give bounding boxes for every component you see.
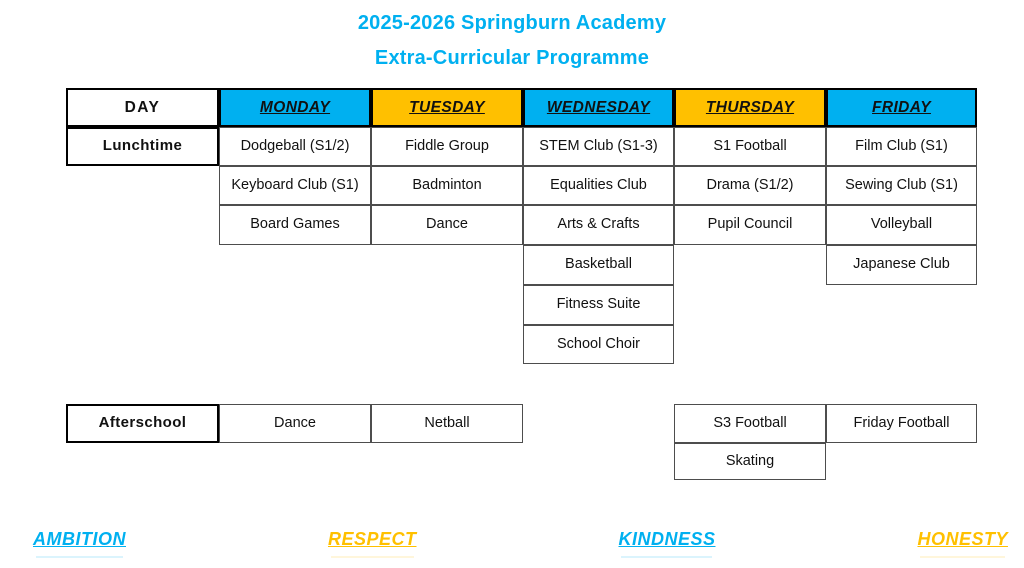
cell-thursday-lunch-2: Drama (S1/2) — [674, 166, 826, 205]
cell-wednesday-lunch-1: STEM Club (S1-3) — [523, 127, 674, 166]
cell-wednesday-lunch-4: Basketball — [523, 245, 674, 285]
cell-friday-afterschool-1: Friday Football — [826, 404, 977, 443]
cell-tuesday-lunch-2: Badminton — [371, 166, 523, 205]
cell-friday-lunch-4: Japanese Club — [826, 245, 977, 285]
cell-thursday-lunch-1: S1 Football — [674, 127, 826, 166]
header-cell-wednesday: WEDNESDAY — [523, 88, 674, 127]
cell-wednesday-lunch-3: Arts & Crafts — [523, 205, 674, 245]
cell-thursday-afterschool-2: Skating — [674, 443, 826, 480]
cell-monday-lunch-3: Board Games — [219, 205, 371, 245]
cell-friday-lunch-1: Film Club (S1) — [826, 127, 977, 166]
value-ambition: AMBITION — [33, 529, 126, 549]
value-respect: RESPECT — [327, 529, 417, 549]
cell-tuesday-lunch-3: Dance — [371, 205, 523, 245]
cell-thursday-afterschool-1: S3 Football — [674, 404, 826, 443]
afterschool-label: Afterschool — [66, 404, 219, 443]
header-cell-thursday: THURSDAY — [674, 88, 826, 127]
cell-wednesday-lunch-6: School Choir — [523, 325, 674, 364]
cell-tuesday-afterschool: Netball — [371, 404, 523, 443]
cell-friday-lunch-3: Volleyball — [826, 205, 977, 245]
header-cell-tuesday: TUESDAY — [371, 88, 523, 127]
value-kindness: KINDNESS — [618, 529, 716, 549]
lunchtime-label: Lunchtime — [66, 127, 219, 166]
value-honesty: HONESTY — [917, 529, 1008, 549]
school-values-footer — [33, 529, 1008, 550]
page-title-line2: Extra-Curricular Programme — [374, 47, 650, 69]
cell-friday-lunch-2: Sewing Club (S1) — [826, 166, 977, 205]
cell-wednesday-lunch-2: Equalities Club — [523, 166, 674, 205]
cell-monday-lunch-2: Keyboard Club (S1) — [219, 166, 371, 205]
cell-monday-lunch-1: Dodgeball (S1/2) — [219, 127, 371, 166]
cell-tuesday-lunch-1: Fiddle Group — [371, 127, 523, 166]
header-cell-monday: MONDAY — [219, 88, 371, 127]
header-cell-friday: FRIDAY — [826, 88, 977, 127]
cell-monday-afterschool: Dance — [219, 404, 371, 443]
cell-thursday-lunch-3: Pupil Council — [674, 205, 826, 245]
cell-wednesday-lunch-5: Fitness Suite — [523, 285, 674, 325]
page-title-line1: 2025-2026 Springburn Academy — [357, 12, 667, 34]
header-cell-day: DAY — [66, 88, 219, 127]
